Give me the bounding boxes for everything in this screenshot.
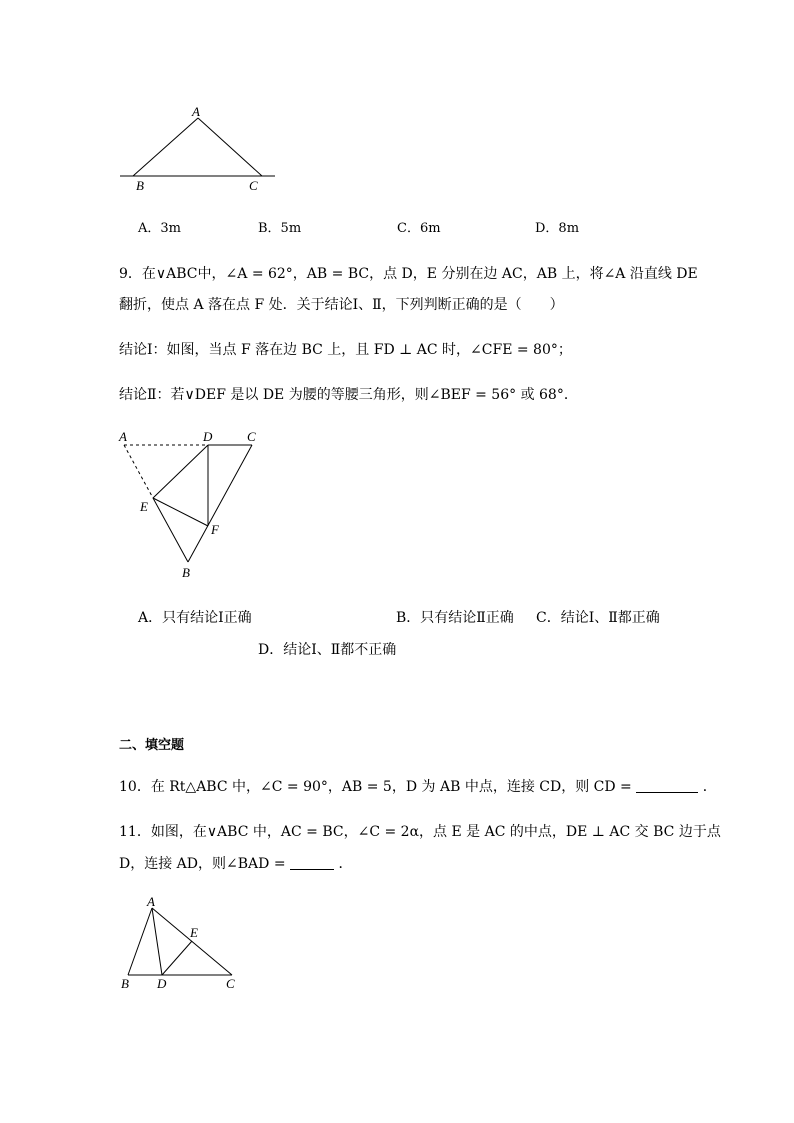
q8-option-b: B．5m: [258, 221, 302, 236]
q9-label-d: D: [203, 429, 213, 444]
q8-label-a: A: [192, 104, 200, 119]
q11-label-b: B: [121, 976, 129, 991]
q11-label-d: D: [157, 976, 167, 991]
q11-label-e: E: [190, 925, 198, 940]
q9-option-d: D．结论Ⅰ、Ⅱ都不正确: [258, 642, 397, 658]
section-title: 二、填空题: [119, 738, 185, 753]
q11-label-a: A: [147, 894, 155, 909]
q10-stem: 10．在 Rt△ABC 中，∠C = 90°，AB = 5，D 为 AB 中点，连接 CD，则 CD =: [119, 779, 632, 795]
q11-segment-de: [162, 941, 192, 975]
q11-line2-stem: D，连接 AD，则∠BAD =: [119, 856, 286, 872]
q8-option-a: A．3m: [138, 221, 181, 236]
q9-label-a: A: [119, 429, 127, 444]
q8-label-c: C: [249, 178, 258, 193]
q11-line1: 11．如图，在∨ABC 中，AC = BC，∠C = 2α，点 E 是 AC 的中点，DE ⊥ AC 交 BC 边于点: [119, 824, 721, 840]
q9-option-b: B．只有结论Ⅱ正确: [396, 610, 514, 626]
q9-conclusion-1: 结论Ⅰ：如图，当点 F 落在边 BC 上，且 FD ⊥ AC 时，∠CFE = 80°；: [119, 342, 572, 358]
q9-stem-line1: 9．在∨ABC中，∠A = 62°，AB = BC，点 D，E 分别在边 AC，AB 上，将∠A 沿直线 DE: [119, 266, 698, 282]
q9-label-e: E: [140, 499, 148, 514]
q11-segment-ad: [152, 908, 162, 975]
q9-conclusion-2: 结论Ⅱ：若∨DEF 是以 DE 为腰的等腰三角形，则∠BEF = 56° 或 68°．: [119, 387, 578, 403]
q10-end: ．: [702, 779, 717, 795]
q11-end: ．: [338, 856, 353, 872]
q9-option-c: C．结论Ⅰ、Ⅱ都正确: [536, 610, 660, 626]
q11-side-ab: [128, 908, 152, 975]
q8-option-c: C．6m: [397, 221, 441, 236]
q9-label-b: B: [182, 565, 190, 580]
q8-option-d: D．8m: [535, 221, 580, 236]
q9-label-f: F: [211, 522, 219, 537]
q9-option-a: A．只有结论Ⅰ正确: [138, 610, 252, 626]
q9-label-c: C: [247, 429, 256, 444]
q8-label-b: B: [136, 178, 144, 193]
q11-label-c: C: [226, 976, 235, 991]
q9-stem-line2: 翻折，使点 A 落在点 F 处．关于结论Ⅰ、Ⅱ，下列判断正确的是（ ）: [119, 297, 564, 313]
